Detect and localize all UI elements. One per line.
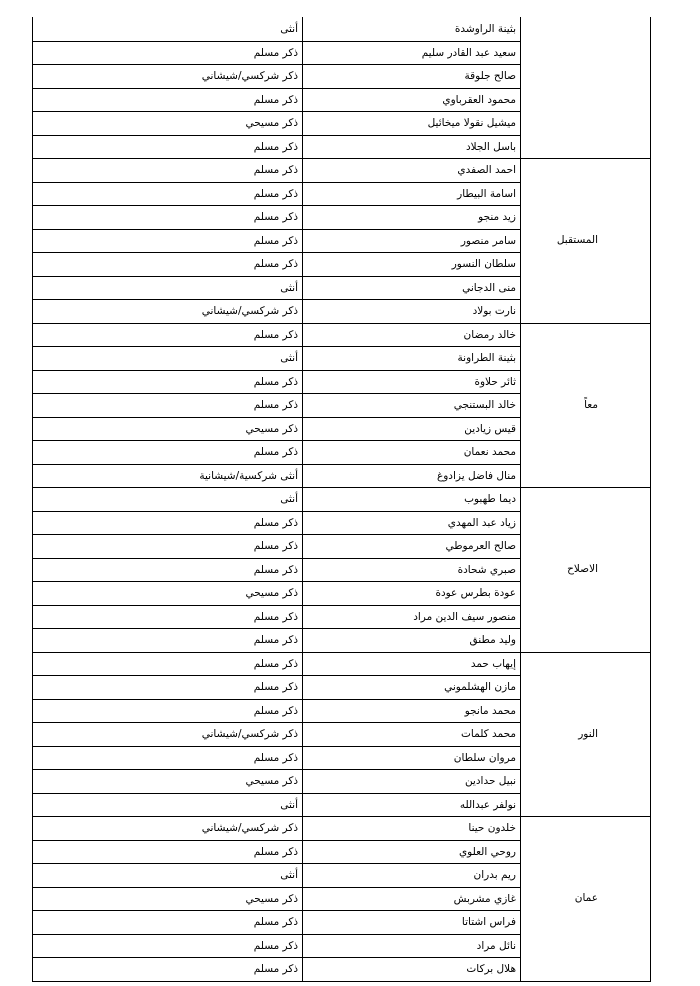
candidate-category: ذكر مسلم [253, 610, 298, 623]
row-divider [32, 558, 520, 559]
candidate-name: محمود العقرباوي [442, 93, 516, 106]
candidate-category: ذكر مسلم [253, 187, 298, 200]
row-divider [32, 111, 520, 112]
candidate-category: أنثى [280, 869, 298, 881]
group-divider [32, 816, 651, 817]
candidate-category: ذكر مسلم [253, 93, 298, 106]
candidate-name: محمد كلمات [461, 728, 516, 740]
candidate-name: باسل الجلاد [465, 140, 516, 153]
candidate-category: ذكر مسلم [253, 375, 298, 388]
row-divider [32, 88, 520, 89]
row-divider [32, 699, 520, 700]
candidate-name: ريم بدران [473, 869, 516, 881]
row-divider [32, 840, 520, 841]
row-divider [32, 276, 520, 277]
candidate-category: ذكر مسلم [253, 963, 298, 975]
candidate-name: محمد نعمان [463, 446, 516, 458]
candidate-category: ذكر مسلم [253, 657, 298, 670]
row-divider [32, 534, 520, 535]
candidate-name: صالح العرموطي [445, 540, 516, 552]
candidate-name: خالد البستنجي [453, 399, 516, 411]
candidate-name: إيهاب حمد [470, 657, 516, 670]
candidate-category: ذكر مسلم [253, 399, 298, 411]
candidate-category: ذكر مسلم [253, 258, 298, 270]
candidate-name: منى الدجاني [462, 281, 516, 294]
candidate-category: ذكر مسلم [253, 46, 298, 59]
list-name: معاً [584, 398, 598, 411]
vertical-line-left [32, 17, 33, 981]
row-divider [32, 440, 520, 441]
table-grid [32, 17, 651, 985]
candidate-name: بثينة الطراونة [457, 352, 516, 364]
row-divider [32, 675, 520, 676]
candidate-category: ذكر مسلم [253, 446, 298, 458]
vertical-line-names [520, 17, 521, 981]
candidate-category: أنثى [280, 281, 298, 294]
candidate-category: أنثى [280, 23, 298, 35]
group-divider [32, 323, 651, 324]
candidate-name: زيد منجو [478, 211, 516, 223]
row-divider [32, 64, 520, 65]
candidate-category: ذكر مسلم [253, 634, 298, 646]
row-divider [32, 769, 520, 770]
candidate-name: سامر منصور [460, 234, 516, 247]
candidate-category: ذكر مسلم [253, 916, 298, 928]
candidate-category: ذكر مسلم [253, 704, 298, 717]
candidate-name: روحي العلوي [458, 845, 516, 858]
list-name: عمان [574, 892, 598, 905]
candidate-category: ذكر مسيحي [245, 775, 298, 787]
row-divider [32, 863, 520, 864]
row-divider [32, 957, 520, 958]
candidate-name: نارت بولاد [472, 305, 516, 317]
row-divider [32, 205, 520, 206]
candidate-category: ذكر مسلم [253, 140, 298, 153]
group-divider [32, 652, 651, 653]
candidate-name: منال فاضل يزادوغ [436, 469, 516, 482]
row-divider [32, 182, 520, 183]
row-divider [32, 581, 520, 582]
candidate-name: احمد الصفدي [457, 164, 516, 176]
candidate-name: منصور سيف الدين مراد [413, 610, 516, 623]
candidate-category: ذكر مسلم [253, 164, 298, 176]
candidate-name: صبري شحادة [457, 563, 516, 576]
candidate-name: مازن الهشلموني [444, 681, 516, 693]
candidate-category: أنثى شركسية/شيشانية [199, 469, 298, 482]
candidate-category: ذكر مسيحي [245, 422, 298, 435]
row-divider [32, 722, 520, 723]
candidate-name: نولفر عبدالله [459, 798, 516, 811]
row-divider [32, 464, 520, 465]
row-divider [32, 41, 520, 42]
candidate-category: ذكر مسلم [253, 516, 298, 529]
candidate-name: فراس اشتاتا [461, 916, 516, 928]
row-divider [32, 135, 520, 136]
row-divider [32, 370, 520, 371]
candidate-name: قيس زيادين [464, 422, 516, 435]
candidate-name: خالد رمضان [463, 328, 516, 341]
candidate-name: خلدون حينا [468, 822, 516, 834]
candidate-name: مروان سلطان [453, 751, 516, 764]
candidate-name: غازي مشربش [453, 892, 516, 905]
candidates-table [32, 17, 651, 985]
row-divider [32, 934, 520, 935]
candidate-category: أنثى [280, 493, 298, 505]
candidate-category: ذكر مسلم [253, 211, 298, 223]
row-divider [32, 628, 520, 629]
list-name: النور [578, 727, 598, 740]
candidate-name: ديما طهبوب [464, 493, 516, 505]
candidate-name: زياد عبد المهدي [447, 516, 516, 529]
row-divider [32, 252, 520, 253]
group-divider [32, 158, 651, 159]
row-divider [32, 229, 520, 230]
candidate-name: ثائر حلاوة [474, 375, 516, 388]
candidate-name: محمد مانجو [464, 704, 516, 717]
candidate-category: ذكر شركسي/شيشاني [201, 305, 298, 317]
candidate-category: ذكر مسيحي [245, 587, 298, 599]
row-divider [32, 910, 520, 911]
group-divider [32, 981, 651, 982]
vertical-line-right [650, 17, 651, 981]
candidate-category: ذكر مسيحي [245, 892, 298, 905]
candidate-category: ذكر مسلم [253, 234, 298, 247]
row-divider [32, 299, 520, 300]
candidate-category: ذكر مسلم [253, 328, 298, 341]
list-name: الاصلاح [567, 563, 598, 576]
group-divider [32, 487, 651, 488]
candidate-name: ميشيل نقولا ميخائيل [427, 117, 516, 129]
candidate-category: ذكر مسلم [253, 751, 298, 764]
candidate-category: ذكر مسلم [253, 681, 298, 693]
candidate-name: هلال بركات [466, 963, 516, 975]
candidate-category: ذكر مسلم [253, 845, 298, 858]
candidate-category: أنثى [280, 352, 298, 364]
row-divider [32, 417, 520, 418]
candidate-category: ذكر مسلم [253, 540, 298, 552]
candidate-category: أنثى [280, 798, 298, 811]
candidate-category: ذكر مسيحي [245, 117, 298, 129]
candidate-category: ذكر مسلم [253, 563, 298, 576]
candidate-name: صالح جلوقة [464, 70, 516, 82]
candidate-name: نبيل حدادين [464, 775, 516, 787]
candidate-category: ذكر شركسي/شيشاني [201, 822, 298, 834]
row-divider [32, 511, 520, 512]
candidate-category: ذكر شركسي/شيشاني [201, 70, 298, 82]
candidate-name: سلطان النسور [451, 258, 516, 270]
row-divider [32, 393, 520, 394]
candidate-name: اسامة البيطار [457, 187, 516, 200]
row-divider [32, 887, 520, 888]
row-divider [32, 746, 520, 747]
list-name: المستقبل [556, 234, 598, 247]
row-divider [32, 605, 520, 606]
vertical-line-mid [302, 17, 303, 981]
candidate-name: وليد مطنق [469, 634, 516, 646]
row-divider [32, 793, 520, 794]
candidate-category: ذكر مسلم [253, 939, 298, 952]
row-divider [32, 346, 520, 347]
candidate-name: عودة بطرس عودة [435, 587, 516, 599]
candidate-name: بثينة الراوشدة [454, 23, 516, 35]
candidate-category: ذكر شركسي/شيشاني [201, 728, 298, 740]
candidate-name: سعيد عبد القادر سليم [421, 46, 516, 59]
candidate-name: نائل مراد [476, 939, 516, 952]
